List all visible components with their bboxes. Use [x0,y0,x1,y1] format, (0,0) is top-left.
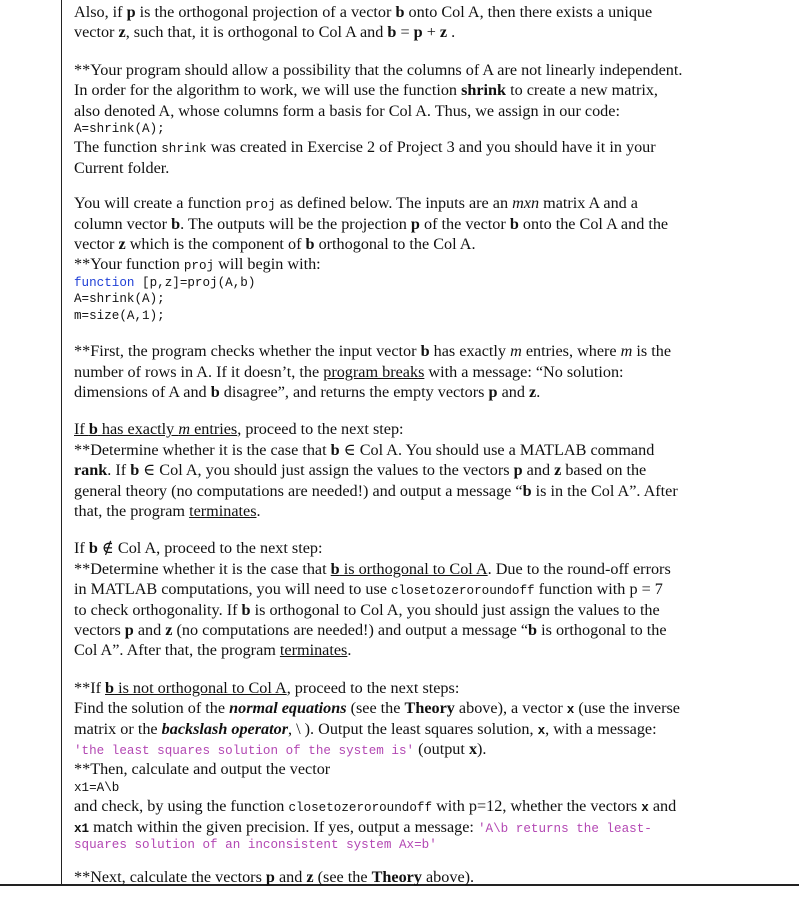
text-line: vector z which is the component of b orthogonal to the Col A. [74,235,476,254]
least-squares-paragraph [74,678,794,887]
code-line: m=size(A,1); [74,308,165,323]
text-line: column vector b. The outputs will be the projection p of the vector b onto the Col A and the [74,214,669,233]
text-line: 'the least squares solution of the system is' (output x). [74,739,487,758]
text-line: number of rows in A. If it doesn’t, the program breaks with a message: “No solution: [74,362,624,381]
text-line: to check orthogonality. If b is orthogonal to Col A, you should just assign the values to the [74,600,660,619]
text-line: If b has exactly m entries, proceed to the next step: [74,420,404,439]
text-line: also denoted A, whose columns form a basis for Col A. Thus, we assign in our code: [74,101,620,120]
text-line: Find the solution of the normal equations (see the Theory above), a vector x (use the inverse [74,699,680,718]
text-line: **Determine whether it is the case that b ∈ Col A. You should use a MATLAB command [74,440,655,459]
text-line: Col A”. After that, the program terminates. [74,641,352,660]
text-line: dimensions of A and b disagree”, and returns the empty vectors p and z. [74,383,541,402]
page-left-border [61,0,62,885]
text-line: **First, the program checks whether the input vector b has exactly m entries, where m is the [74,342,672,361]
text-line: **Then, calculate and output the vector [74,760,331,779]
text-line: matrix or the backslash operator, \ ). Output the least squares solution, x, with a message: [74,719,657,738]
code-line: function [p,z]=proj(A,b) [74,275,256,290]
text-line: **If b is not orthogonal to Col A, proceed to the next steps: [74,678,460,697]
text-line: Current folder. [74,158,170,177]
shrink-paragraph [74,60,794,178]
text-line: The function shrink was created in Exercise 2 of Project 3 and you should have it in your [74,138,656,157]
code-string: 'the least squares solution of the system is' [74,743,415,758]
text-line: **Next, calculate the vectors p and z (see the Theory above). [74,867,475,886]
text-line: general theory (no computations are needed!) and output a message “b is in the Col A”. After [74,481,678,500]
code-string: 'A\b returns the least- [477,821,652,836]
text-line: **Determine whether it is the case that b is orthogonal to Col A. Due to the round-off errors [74,559,671,578]
text-line: In order for the algorithm to work, we will use the function shrink to create a new matrix, [74,81,658,100]
document-body [74,2,794,887]
code-keyword: function [74,275,135,290]
text-line: x1 match within the given precision. If yes, output a message: 'A\b returns the least- [74,817,652,836]
text-line: You will create a function proj as defined below. The inputs are an mxn matrix A and a [74,194,638,213]
code-line: x1=A\b [74,780,120,795]
text-line: vector z, such that, it is orthogonal to Col A and b = p + z . [74,23,456,42]
proj-paragraph [74,193,794,324]
code-line: A=shrink(A); [74,121,165,136]
text-line: and check, by using the function closetozeroroundoff with p=12, whether the vectors x and [74,797,677,816]
text-line: **Your function proj will begin with: [74,255,321,274]
text-line: in MATLAB computations, you will need to use closetozeroroundoff function with p = 7 [74,580,663,599]
text-line: If b ∉ Col A, proceed to the next step: [74,539,323,558]
text-line: Also, if p is the orthogonal projection of a vector b onto Col A, then there exists a unique [74,3,653,21]
text-line: **Your program should allow a possibility that the columns of A are not linearly independent. [74,60,683,79]
code-line: A=shrink(A); [74,292,165,307]
text-line: vectors p and z (no computations are needed!) and output a message “b is orthogonal to the [74,620,667,639]
orth-check-paragraph [74,538,794,660]
text-line: rank. If b ∈ Col A, you should just assign the values to the vectors p and z based on the [74,461,647,480]
code-string: squares solution of an inconsistent system Ax=b' [74,838,437,852]
text-line: that, the program terminates. [74,502,261,521]
rank-check-paragraph [74,419,794,521]
first-check-paragraph [74,341,794,402]
intro-paragraph [74,2,794,43]
